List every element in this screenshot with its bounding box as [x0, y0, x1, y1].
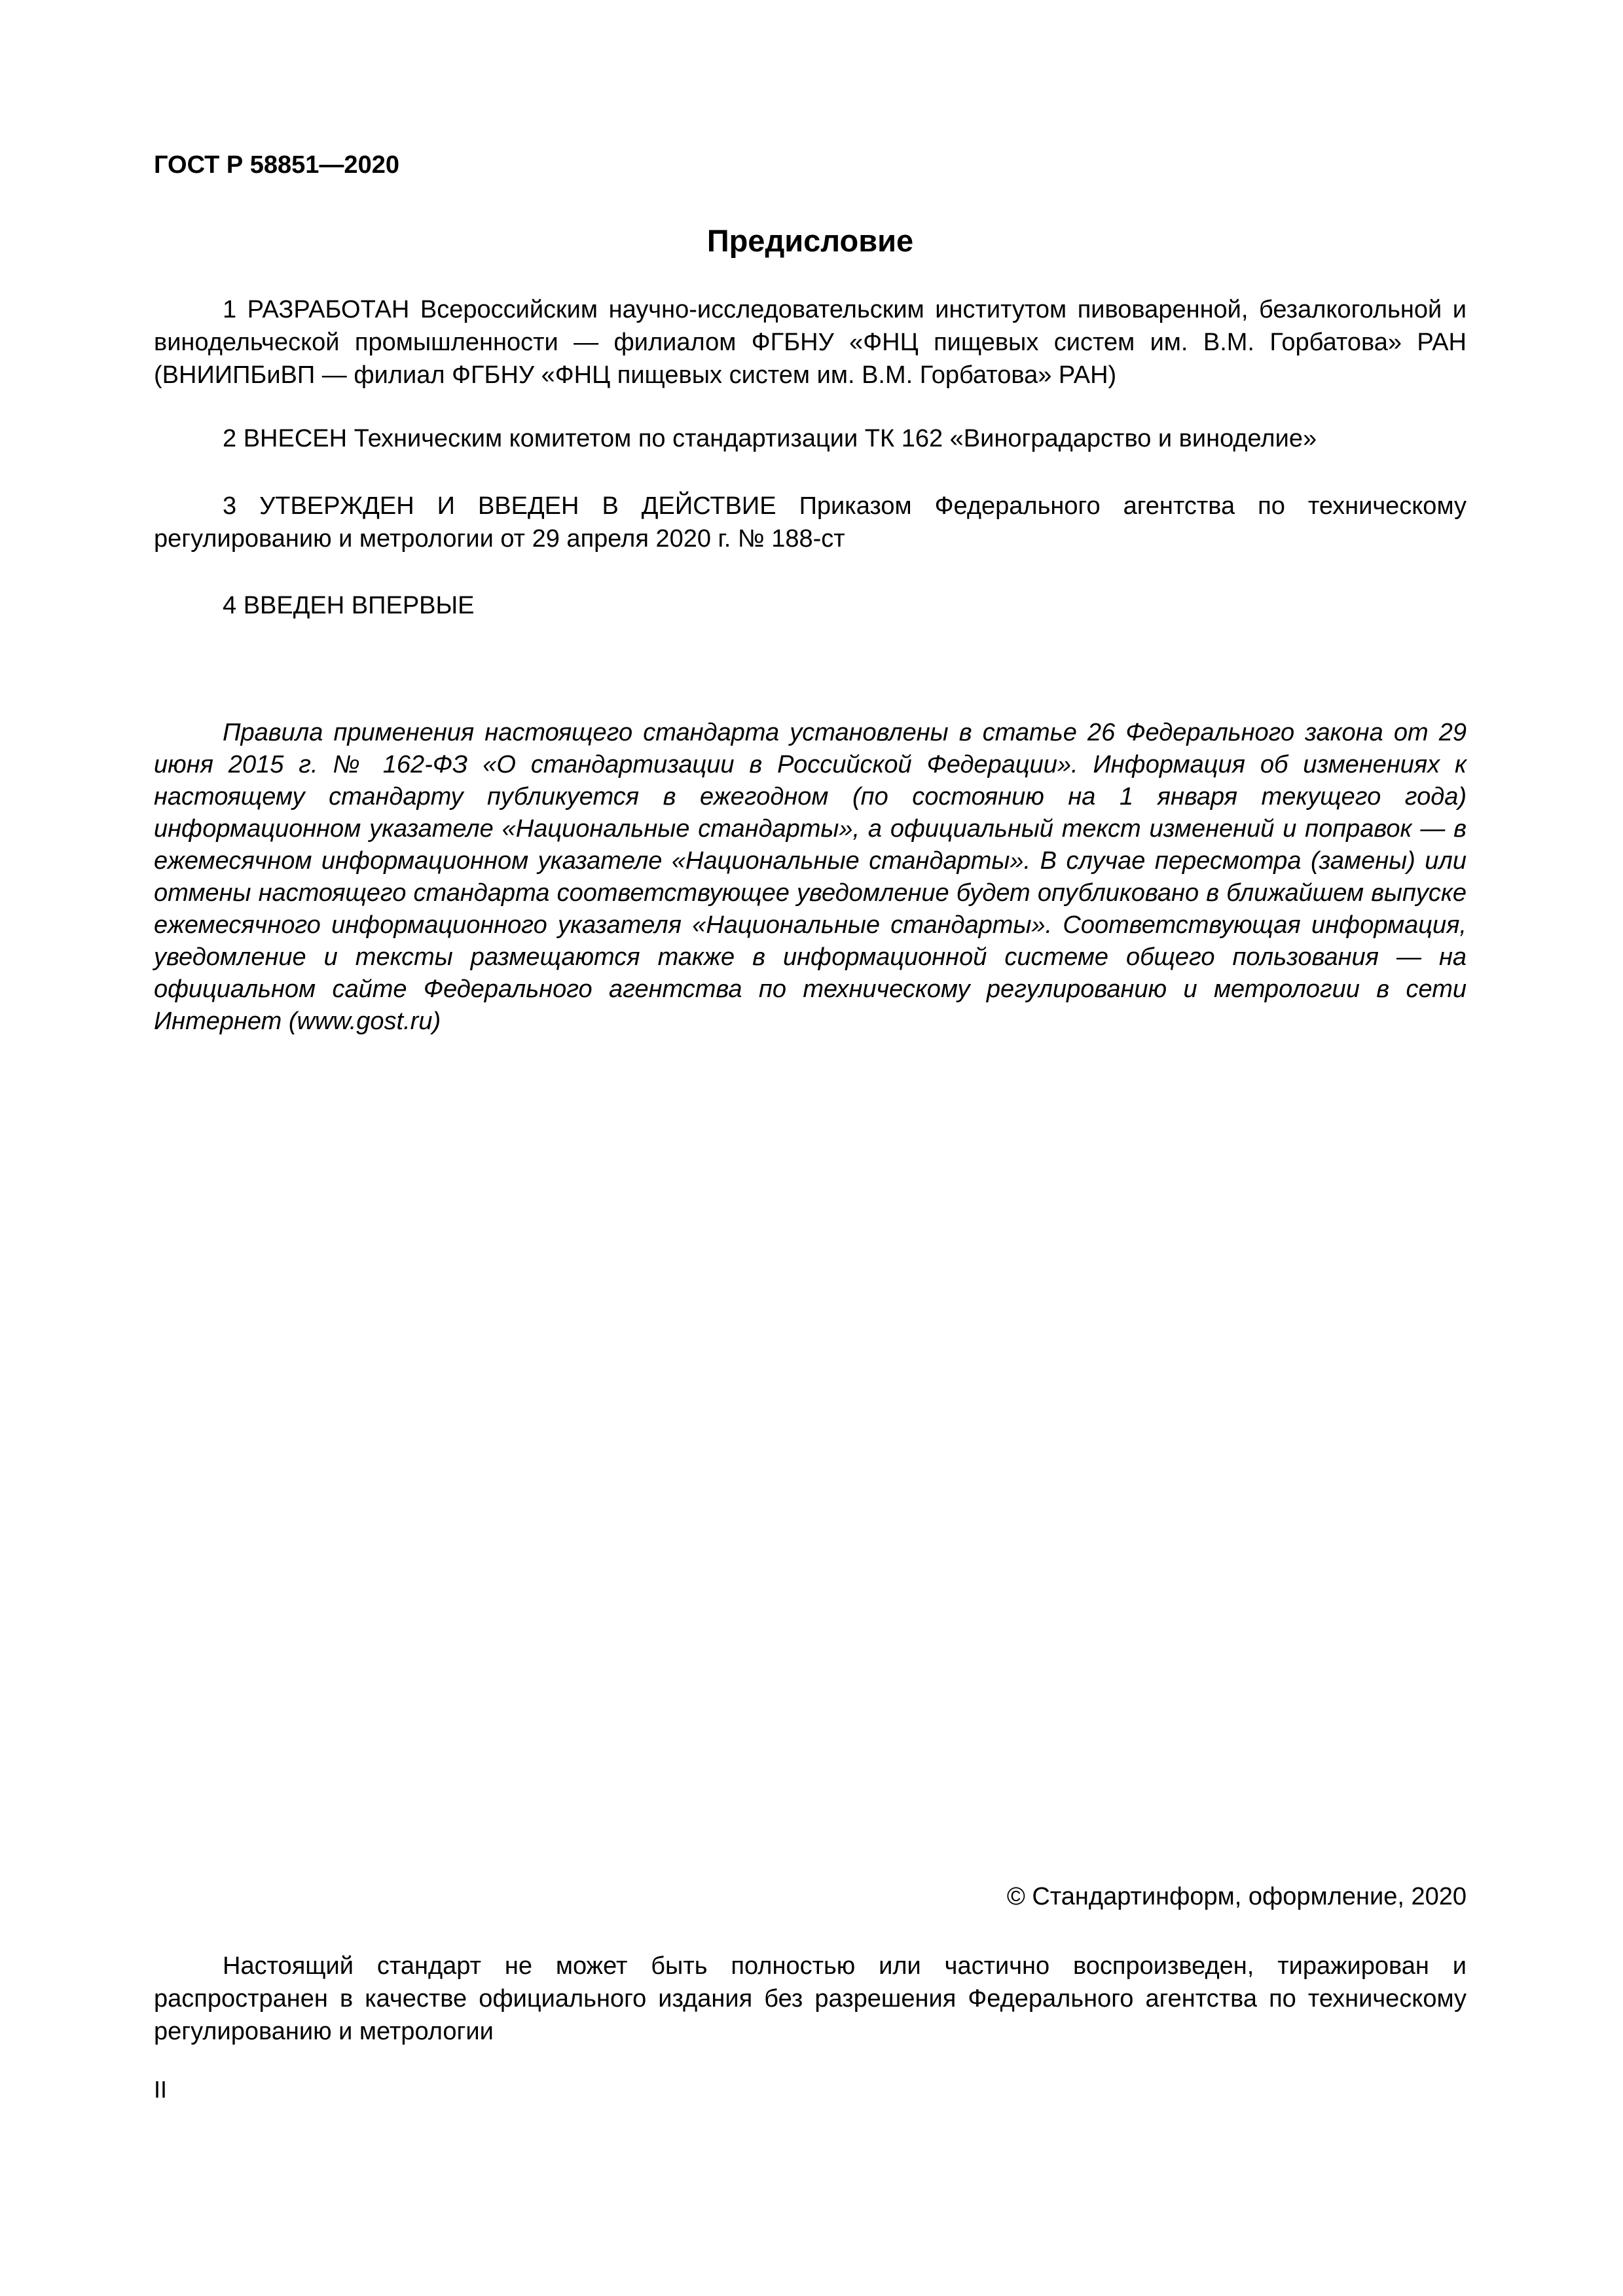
- document-code: ГОСТ Р 58851—2020: [154, 151, 399, 179]
- section-title: Предисловие: [706, 223, 914, 258]
- foreword-item-approved: 3 УТВЕРЖДЕН И ВВЕДЕН В ДЕЙСТВИЕ Приказом Федерального агентства по техническому регулированию и метрологии от 29 апреля 2020 г. № 188-ст: [154, 492, 1467, 553]
- page-number: II: [154, 2076, 168, 2103]
- rules-notice: Правила применения настоящего стандарта установлены в статье 26 Федерального закона от 29 июня 2015 г. № 162-ФЗ «О стандартизации в Российской Федерации». Информация об изменениях к настоящему стандарту публикуется в ежегодном (по состоянию на 1 января текущего года) информационном указателе «Национальные стандарты», а официальный текст изменений и поправок — в ежемесячном информационном указателе «Национальные стандарты». В случае пересмотра (замены) или отмены настоящего стандарта соответствующее уведомление будет опубликовано в ближайшем выпуске ежемесячного информационного указателя «Национальные стандарты». Соответствующая информация, уведомление и тексты размещаются также в информационной системе общего пользования — на официальном сайте Федерального агентства по техническому регулированию и метрологии в сети Интернет (www.gost.ru): [154, 719, 1467, 1035]
- foreword-item-introduced: 4 ВВЕДЕН ВПЕРВЫЕ: [223, 592, 475, 619]
- foreword-item-developed: 1 РАЗРАБОТАН Всероссийским научно-исследовательским институтом пивоваренной, безалкогольной и винодельческой промышленности — филиалом ФГБНУ «ФНЦ пищевых систем им. В.М. Горбатова» РАН (ВНИИПБиВП — филиал ФГБНУ «ФНЦ пищевых систем им. В.М. Горбатова» РАН): [154, 296, 1467, 389]
- copyright-line: © Стандартинформ, оформление, 2020: [1006, 1883, 1467, 1910]
- foreword-item-submitted: 2 ВНЕСЕН Техническим комитетом по стандартизации ТК 162 «Виноградарство и виноделие»: [223, 425, 1317, 452]
- reproduction-notice: Настоящий стандарт не может быть полностью или частично воспроизведен, тиражирован и распространен в качестве официального издания без разрешения Федерального агентства по техническому регулированию и метрологии: [154, 1952, 1467, 2045]
